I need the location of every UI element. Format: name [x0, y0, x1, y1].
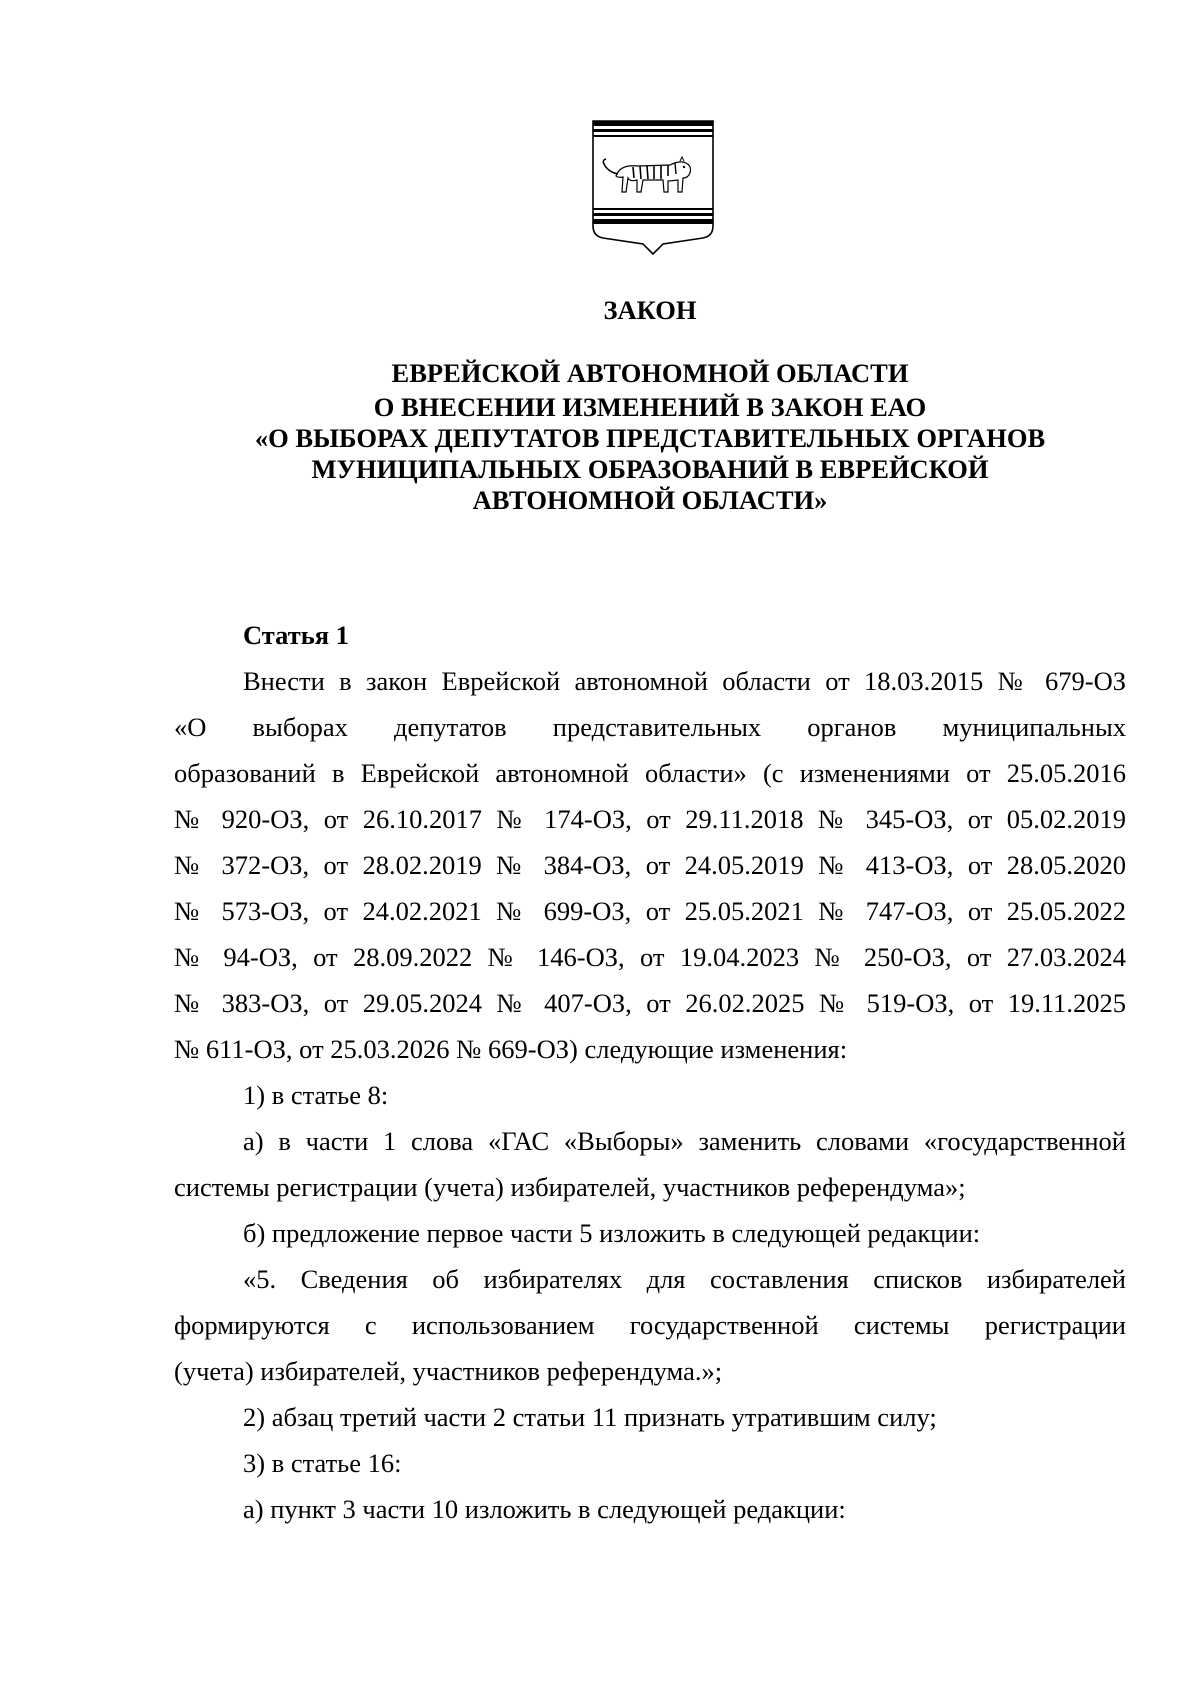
body-line: «О выборах депутатов представительных органов муниципальных — [174, 712, 1126, 742]
list-item: б) предложение первое части 5 изложить в следующей редакции: — [243, 1218, 981, 1248]
subject-line: «О ВЫБОРАХ ДЕПУТАТОВ ПРЕДСТАВИТЕЛЬНЫХ ОРГАНОВ — [254, 423, 1046, 453]
list-item: а) пункт 3 части 10 изложить в следующей редакции: — [243, 1494, 846, 1524]
body-line: Внести в закон Еврейской автономной области от 18.03.2015 № 679-ОЗ — [243, 666, 1126, 696]
article-body — [174, 658, 1126, 1532]
body-line: № 94-ОЗ, от 28.09.2022 № 146-ОЗ, от 19.04.2023 № 250-ОЗ, от 27.03.2024 — [174, 942, 1126, 972]
quote-line: (учета) избирателей, участников референдума.»; — [174, 1356, 723, 1386]
body-line: № 611-ОЗ, от 25.03.2026 № 669-ОЗ) следующие изменения: — [174, 1034, 848, 1064]
article-heading: Статья 1 — [243, 620, 349, 650]
list-item: 1) в статье 8: — [243, 1080, 389, 1110]
law-type-heading: ЗАКОН — [603, 295, 697, 325]
body-line: № 573-ОЗ, от 24.02.2021 № 699-ОЗ, от 25.05.2021 № 747-ОЗ, от 25.05.2022 — [174, 896, 1126, 926]
list-item: а) в части 1 слова «ГАС «Выборы» заменить словами «государственной — [243, 1126, 1126, 1156]
law-subject-heading — [160, 392, 1140, 522]
subject-line: АВТОНОМНОЙ ОБЛАСТИ» — [472, 485, 828, 515]
body-line: образований в Еврейской автономной области» (с изменениями от 25.05.2016 — [174, 758, 1126, 788]
quote-line: формируются с использованием государственной системы регистрации — [174, 1310, 1126, 1340]
body-line: № 383-ОЗ, от 29.05.2024 № 407-ОЗ, от 26.02.2025 № 519-ОЗ, от 19.11.2025 — [174, 988, 1126, 1018]
coat-of-arms-emblem — [588, 116, 718, 256]
list-item: 3) в статье 16: — [243, 1448, 402, 1478]
list-item: 2) абзац третий части 2 статьи 11 признать утратившим силу; — [243, 1402, 937, 1432]
subject-line: О ВНЕСЕНИИ ИЗМЕНЕНИЙ В ЗАКОН ЕАО — [373, 392, 927, 422]
body-line: системы регистрации (учета) избирателей, участников референдума»; — [174, 1172, 966, 1202]
body-line: № 920-ОЗ, от 26.10.2017 № 174-ОЗ, от 29.11.2018 № 345-ОЗ, от 05.02.2019 — [174, 804, 1126, 834]
body-line: № 372-ОЗ, от 28.02.2019 № 384-ОЗ, от 24.05.2019 № 413-ОЗ, от 28.05.2020 — [174, 850, 1126, 880]
region-name-heading: ЕВРЕЙСКОЙ АВТОНОМНОЙ ОБЛАСТИ — [391, 358, 909, 388]
quote-line: «5. Сведения об избирателях для составления списков избирателей — [243, 1264, 1126, 1294]
subject-line: МУНИЦИПАЛЬНЫХ ОБРАЗОВАНИЙ В ЕВРЕЙСКОЙ — [311, 454, 989, 484]
